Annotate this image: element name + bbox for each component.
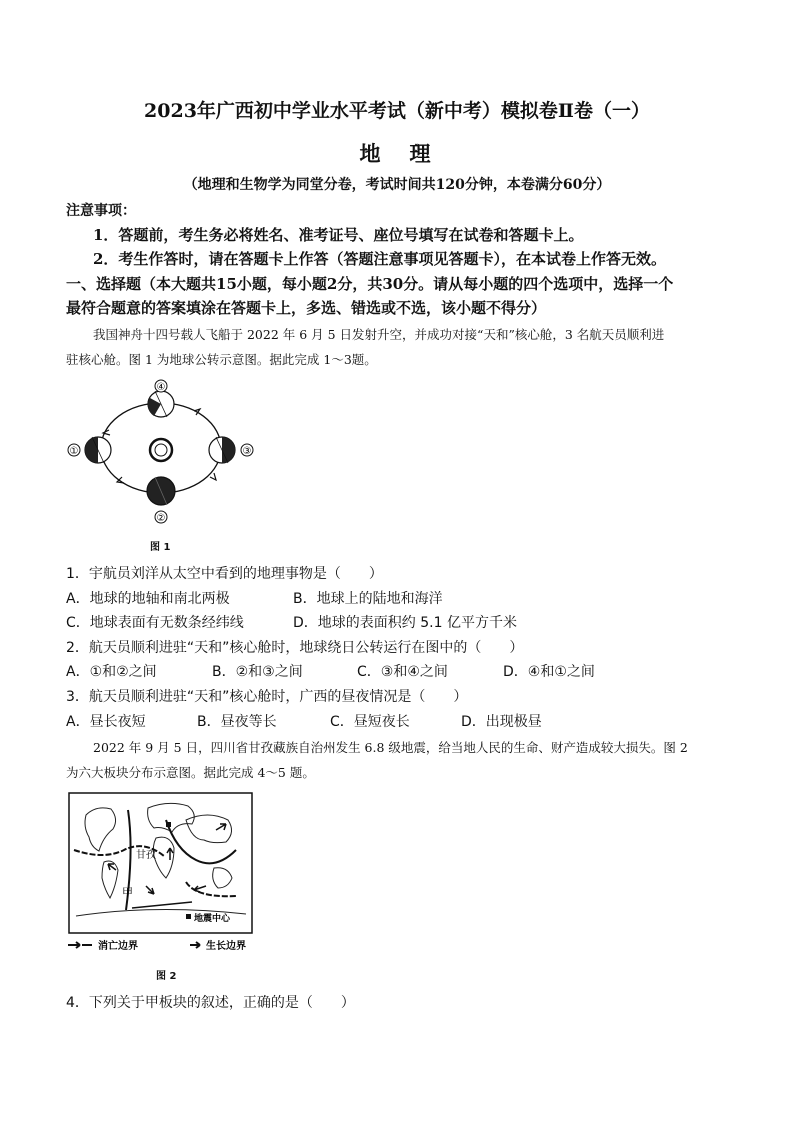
question3-option-c: C．昼短夜长 — [330, 714, 410, 730]
passage2-line2: 为六大板块分布示意图。据此完成 4～5 题。 — [66, 765, 315, 780]
question4-stem: 4．下列关于甲板块的叙述，正确的是（ ） — [66, 995, 355, 1011]
subject-title: 地 理 — [359, 141, 435, 166]
question2-option-c: C．③和④之间 — [357, 664, 448, 680]
legend-subduct-arrow-icon — [68, 942, 80, 948]
figure2-label-jia: 甲 — [122, 886, 133, 899]
passage1-line1: 我国神舟十四号载人飞船于 2022 年 6 月 5 日发射升空，并成功对接“天和”核心舱，3 名航天员顺利进 — [93, 327, 665, 342]
figure2-label-ganzi: 甘孜 — [136, 850, 156, 861]
question1-option-a: A．地球的地轴和南北两极 — [66, 591, 230, 607]
passage2-line1: 2022 年 9 月 5 日，四川省甘孜藏族自治州发生 6.8 级地震，给当地人民的生命、财产造成较大损失。图 2 — [93, 740, 688, 755]
section1-line1: 一、选择题（本大题共15小题，每小题2分，共30分。请从每小题的四个选项中，选择一个 — [66, 275, 674, 293]
figure2-plate-map — [66, 790, 262, 958]
passage1-line2: 驻核心舱。图 1 为地球公转示意图。据此完成 1～3题。 — [66, 352, 377, 367]
question1-option-b: B．地球上的陆地和海洋 — [293, 591, 443, 607]
figure1-label-2: ② — [156, 513, 166, 524]
question3-stem: 3．航天员顺利进驻“天和”核心舱时，广西的昼夜情况是（ ） — [66, 689, 468, 705]
legend-grow-arrow-icon — [190, 942, 200, 948]
figure1-label-4: ④ — [156, 382, 166, 393]
figure2-label-epicenter: 地震中心 — [194, 914, 231, 924]
question1-option-d: D．地球的表面积约 5.1 亿平方千米 — [293, 615, 517, 631]
question2-option-d: D．④和①之间 — [503, 664, 595, 680]
question3-option-b: B．昼夜等长 — [197, 714, 277, 730]
notice-heading: 注意事项： — [66, 203, 136, 219]
question3-option-a: A．昼长夜短 — [66, 714, 146, 730]
legend-grow-label: 生长边界 — [206, 941, 246, 952]
exam-title: 2023年广西初中学业水平考试（新中考）模拟卷Ⅱ卷（一） — [144, 100, 650, 122]
question2-stem: 2．航天员顺利进驻“天和”核心舱时，地球绕日公转运行在图中的（ ） — [66, 640, 524, 656]
question1-stem: 1．宇航员刘洋从太空中看到的地理事物是（ ） — [66, 566, 383, 582]
earth-position-1-icon — [85, 437, 111, 463]
earth-position-3-icon — [209, 437, 235, 463]
question1-option-c: C．地球表面有无数条经纬线 — [66, 615, 244, 631]
figure1-caption: 图 1 — [150, 542, 171, 553]
figure1-label-1: ① — [69, 446, 79, 457]
section1-line2: 最符合题意的答案填涂在答题卡上，多选、错选或不选，该小题不得分） — [66, 299, 547, 317]
question2-option-a: A．①和②之间 — [66, 664, 157, 680]
legend-epicenter-marker — [186, 914, 191, 919]
question3-option-d: D．出现极昼 — [461, 714, 542, 730]
exam-subtitle: （地理和生物学为同堂分卷，考试时间共120分钟，本卷满分60分） — [183, 177, 611, 193]
question2-option-b: B．②和③之间 — [212, 664, 303, 680]
figure2-caption: 图 2 — [156, 971, 177, 982]
figure1-label-3: ③ — [242, 446, 252, 457]
figure1-revolution-diagram — [64, 378, 264, 526]
epicenter-ganzi-marker — [166, 822, 171, 827]
legend-subduct-label: 消亡边界 — [98, 941, 138, 952]
earth-position-2-icon — [147, 477, 175, 505]
notice-item-1: 1．答题前，考生务必将姓名、准考证号、座位号填写在试卷和答题卡上。 — [93, 226, 584, 244]
earth-position-4-icon — [148, 391, 174, 417]
notice-item-2: 2．考生作答时，请在答题卡上作答（答题注意事项见答题卡），在本试卷上作答无效。 — [93, 250, 666, 268]
